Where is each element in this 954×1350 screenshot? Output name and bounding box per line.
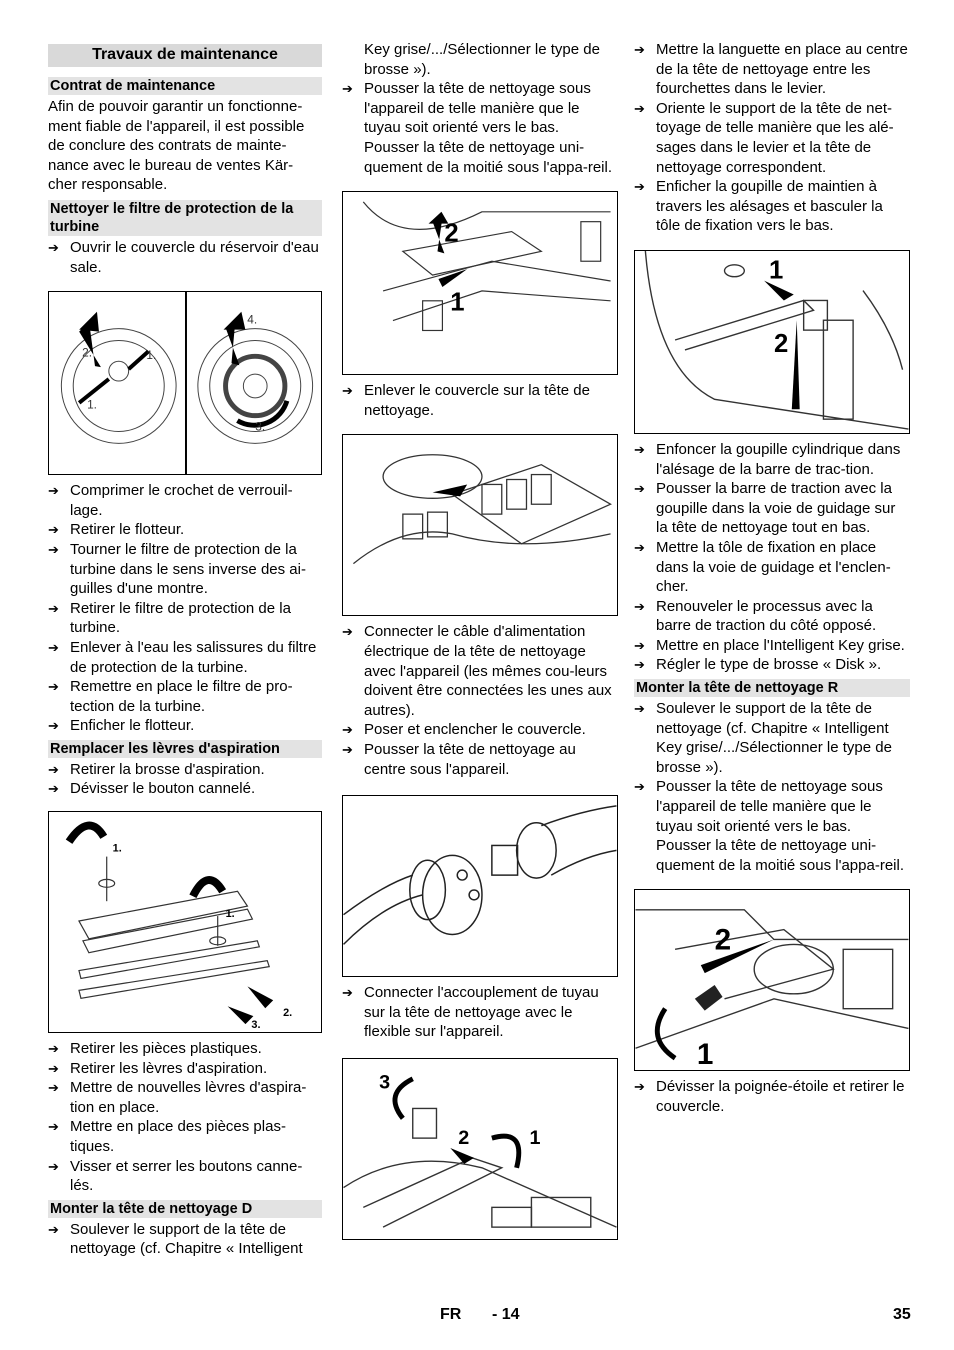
arrow-right-icon: ➔: [634, 42, 645, 57]
figure-power-connector: [342, 434, 618, 616]
lips-steps-b: [48, 1039, 322, 1196]
filter-steps-a: [48, 238, 322, 277]
list-item: ➔ Mettre en place l'Intelligent Key grise.: [634, 636, 905, 654]
arrow-right-icon: ➔: [48, 600, 59, 616]
figure-label: 2.: [283, 1007, 293, 1020]
figure-hose-coupling: [342, 795, 618, 977]
footer-language: FR: [440, 1306, 462, 1323]
arrow-right-icon: ➔: [634, 657, 645, 673]
list-item: ➔ Mettre la languette en place au centre de la tête de nettoyage entre les fourchettes dans le levier.: [634, 41, 908, 98]
list-item: ➔ Soulever le support de la tête de nettoyage (cf. Chapitre « Intelligent: [48, 1220, 303, 1258]
arrow-right-icon: ➔: [48, 679, 59, 695]
head-r-steps: [634, 699, 910, 836]
arrow-right-icon: ➔: [634, 701, 645, 717]
contract-text: Afin de pouvoir garantir un fonctionne-ment fiable de l'appareil, il est possible de conclure des contrats de mainte-nance avec le bureau de ventes Kär-cher responsable.: [48, 98, 305, 194]
figure-label: 1.: [87, 397, 97, 412]
arrow-right-icon: ➔: [634, 637, 645, 653]
figure-label: 1: [696, 1038, 714, 1071]
arrow-right-icon: ➔: [634, 779, 645, 795]
arrow-right-icon: ➔: [342, 624, 353, 640]
arrow-right-icon: ➔: [48, 1221, 59, 1237]
list-item: ➔ Pousser la tête de nettoyage sous l'appareil de telle manière que le tuyau soit orienté vers le bas.: [342, 80, 591, 137]
figure-label: 1: [450, 288, 465, 317]
column-2: [342, 40, 618, 1246]
list-item: ➔ Enfoncer la goupille cylindrique dans l'alésage de la barre de trac-tion.: [634, 440, 901, 478]
list-item: ➔ Enficher la goupille de maintien à travers les alésages et basculer la tôle de fixation vers le bas.: [634, 178, 883, 235]
list-item: ➔ Enlever le couvercle sur la tête de nettoyage.: [342, 382, 590, 419]
col3-steps-b: [634, 440, 910, 675]
list-item: ➔ Connecter le câble d'alimentation électrique de la tête de nettoyage avec l'appareil (les mêmes cou-leurs doivent être connectées les unes aux autres).: [342, 623, 612, 719]
list-item: ➔ Poser et enclencher le couvercle.: [342, 721, 586, 739]
arrow-right-icon: ➔: [48, 1119, 59, 1135]
list-item: ➔ Pousser la tête de nettoyage au centre sous l'appareil.: [342, 740, 576, 778]
list-item: ➔ Pousser la tête de nettoyage sous l'appareil de telle manière que le tuyau soit orienté vers le bas.: [634, 778, 883, 835]
figure-star-knob: [634, 889, 910, 1071]
figure-label: 3: [379, 1071, 391, 1094]
arrow-right-icon: ➔: [634, 1079, 645, 1095]
head-d-steps: [48, 1220, 322, 1259]
figure-label: 4.: [247, 312, 258, 327]
list-item: ➔ Enficher le flotteur.: [48, 717, 195, 735]
figure-label: 2: [773, 329, 789, 358]
list-item: ➔ Retirer le filtre de protection de la turbine.: [48, 599, 291, 637]
subheading-lips: Remplacer les lèvres d'aspiration: [48, 740, 322, 758]
lips-steps-a: [48, 760, 322, 799]
list-item: ➔ Mettre en place des pièces plas-tiques.: [48, 1118, 286, 1156]
list-item: ➔ Comprimer le crochet de verrouil-lage.: [48, 482, 293, 519]
indent-note: Pousser la tête de nettoyage uni-quement de la moitié sous l'appa-reil.: [364, 138, 612, 176]
list-item: ➔ Retirer les lèvres d'aspiration.: [48, 1059, 268, 1077]
list-item: ➔ Pousser la barre de traction avec la goupille dans la voie de guidage sur la tête de nettoyage tout en bas.: [634, 480, 896, 537]
footer-page-number: - 14: [492, 1306, 520, 1323]
col3-steps-a: [634, 40, 910, 236]
list-item: ➔ Retirer la brosse d'aspiration.: [48, 760, 265, 778]
figure-label: 1.: [112, 842, 122, 855]
figure-label: 1: [769, 256, 784, 285]
arrow-right-icon: ➔: [634, 539, 645, 555]
arrow-right-icon: ➔: [634, 100, 645, 116]
list-item: ➔ Connecter l'accouplement de tuyau sur la tête de nettoyage avec le flexible sur l'appareil.: [342, 984, 599, 1041]
subheading-head-r: Monter la tête de nettoyage R: [634, 679, 910, 697]
figure-turbine-filter: [48, 291, 322, 475]
footer-page-total: 35: [893, 1306, 911, 1323]
arrow-right-icon: ➔: [48, 1080, 59, 1096]
arrow-right-icon: ➔: [634, 481, 645, 497]
arrow-right-icon: ➔: [634, 441, 645, 457]
col2-steps-d: [342, 983, 618, 1042]
col2-steps-c: [342, 622, 618, 779]
subheading-filter: Nettoyer le filtre de protection de la turbine: [48, 200, 322, 236]
list-item: ➔ Retirer les pièces plastiques.: [48, 1040, 262, 1058]
list-item: ➔ Dévisser la poignée-étoile et retirer le couvercle.: [634, 1078, 905, 1115]
list-item: ➔ Mettre de nouvelles lèvres d'aspira-tion en place.: [48, 1079, 307, 1116]
arrow-right-icon: ➔: [48, 718, 59, 734]
list-item: ➔ Retirer le flotteur.: [48, 521, 185, 539]
figure-pin-insert: [634, 250, 910, 434]
list-item: ➔ Soulever le support de la tête de nettoyage (cf. Chapitre « Intelligent Key grise/.../Sélectionner le type de brosse »).: [634, 700, 892, 776]
list-item: ➔ Oriente le support de la tête de net-toyage de telle manière que les alé-sages dans le levier et la tête de nettoyage correspondent.: [634, 99, 894, 176]
arrow-right-icon: ➔: [342, 985, 353, 1001]
continued-text: Key grise/.../Sélectionner le type de brosse »).: [364, 41, 600, 78]
column-1: [48, 44, 322, 1259]
arrow-right-icon: ➔: [48, 761, 59, 777]
arrow-right-icon: ➔: [48, 483, 59, 499]
list-item: ➔ Tourner le filtre de protection de la turbine dans le sens inverse des ai-guilles d'une montre.: [48, 540, 306, 598]
figure-label: 3.: [255, 419, 266, 434]
subheading-contract: Contrat de maintenance: [48, 77, 322, 95]
indent-note: Pousser la tête de nettoyage uni-quement de la moitié sous l'appa-reil.: [656, 837, 904, 874]
list-item: ➔ Remettre en place le filtre de pro-tection de la turbine.: [48, 678, 293, 715]
arrow-right-icon: ➔: [342, 741, 353, 757]
arrow-right-icon: ➔: [48, 239, 59, 255]
col2-steps-b: [342, 381, 618, 420]
col3-steps-c: [634, 1077, 910, 1116]
figure-label: 1: [529, 1126, 541, 1149]
arrow-right-icon: ➔: [342, 722, 353, 738]
arrow-right-icon: ➔: [48, 522, 59, 538]
arrow-right-icon: ➔: [48, 1158, 59, 1174]
arrow-right-icon: ➔: [48, 541, 59, 557]
arrow-right-icon: ➔: [342, 81, 353, 97]
list-item: ➔ Mettre la tôle de fixation en place dans la voie de guidage et l'enclen-cher.: [634, 538, 891, 596]
figure-label: 1.: [225, 908, 235, 921]
arrow-right-icon: ➔: [48, 1041, 59, 1057]
arrow-right-icon: ➔: [634, 598, 645, 614]
arrow-right-icon: ➔: [634, 179, 645, 195]
subheading-head-d: Monter la tête de nettoyage D: [48, 1200, 322, 1218]
list-item: ➔ Visser et serrer les boutons canne-lés.: [48, 1157, 303, 1195]
figure-label: 2: [714, 923, 732, 957]
list-item: ➔ Enlever à l'eau les salissures du filtre de protection de la turbine.: [48, 638, 317, 676]
filter-steps-b: [48, 481, 322, 736]
figure-lever-mount: [342, 1058, 618, 1240]
figure-label: 3.: [251, 1019, 261, 1032]
list-item: ➔ Ouvrir le couvercle du réservoir d'eau sale.: [48, 238, 319, 276]
figure-label: 2: [458, 1126, 470, 1149]
figure-suction-lips: [48, 811, 322, 1033]
column-3: [634, 40, 910, 1117]
arrow-right-icon: ➔: [48, 639, 59, 655]
section-title: Travaux de maintenance: [48, 44, 322, 67]
figure-label: 2: [444, 219, 459, 248]
figure-cover-removal: [342, 191, 618, 375]
list-item: ➔ Régler le type de brosse « Disk ».: [634, 656, 882, 674]
arrow-right-icon: ➔: [48, 1060, 59, 1076]
figure-label: 1.: [146, 348, 157, 363]
col2-steps-a: [342, 79, 618, 138]
arrow-right-icon: ➔: [48, 781, 59, 797]
list-item: ➔ Dévisser le bouton cannelé.: [48, 780, 256, 798]
arrow-right-icon: ➔: [342, 383, 353, 399]
figure-label: 2.: [82, 345, 93, 360]
list-item: ➔ Renouveler le processus avec la barre de traction du côté opposé.: [634, 597, 877, 635]
